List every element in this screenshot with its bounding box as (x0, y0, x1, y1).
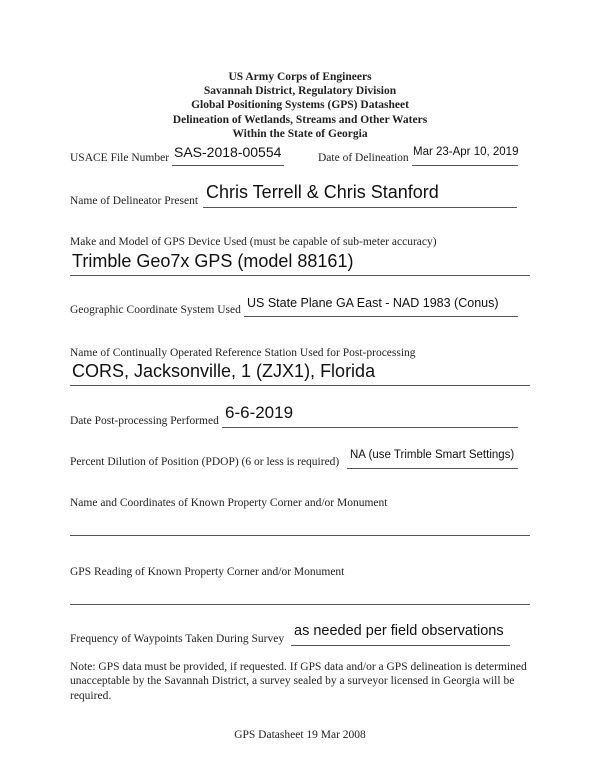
delineator-line (203, 207, 517, 208)
gps-reading-label: GPS Reading of Known Property Corner and/or Monument (70, 566, 345, 578)
pdop-line (347, 468, 518, 469)
gps-device-line (70, 275, 530, 276)
header-agency: US Army Corps of Engineers (228, 71, 372, 83)
header-title: Global Positioning Systems (GPS) Datasheet (191, 99, 409, 112)
header-district: Savannah District, Regulatory Division (203, 85, 397, 98)
document-header (0, 70, 600, 141)
coordinate-system-line (244, 316, 518, 317)
delineation-date-label: Date of Delineation (318, 152, 409, 164)
waypoint-frequency-label: Frequency of Waypoints Taken During Survey (70, 633, 285, 645)
reference-station-line (70, 385, 530, 386)
gps-reading-line[interactable] (70, 604, 530, 605)
delineation-date-line (412, 165, 518, 166)
pdop-value[interactable]: NA (use Trimble Smart Settings) (350, 449, 515, 461)
gps-device-value[interactable]: Trimble Geo7x GPS (model 88161) (72, 251, 354, 271)
known-corner-line[interactable] (70, 535, 530, 536)
header-state: Within the State of Georgia (232, 127, 368, 140)
coordinate-system-label: Geographic Coordinate System Used (70, 304, 241, 316)
file-number-line (172, 165, 284, 166)
note-text: Note: GPS data must be provided, if requested. If GPS data and/or a GPS delineation is determined unacceptable by the Savannah District, a survey sealed by a surveyor licensed in Georgia will be required. (70, 661, 527, 702)
known-corner-label: Name and Coordinates of Known Property Corner and/or Monument (70, 497, 388, 509)
pdop-label: Percent Dilution of Position (PDOP) (6 or less is required) (70, 456, 340, 468)
file-number-label: USACE File Number (70, 152, 170, 164)
header-subtitle: Delineation of Wetlands, Streams and Other Waters (172, 113, 428, 126)
waypoint-frequency-line (291, 645, 510, 646)
delineator-value[interactable]: Chris Terrell & Chris Stanford (206, 182, 439, 202)
delineation-date-value[interactable]: Mar 23-Apr 10, 2019 (413, 146, 519, 158)
postprocessing-date-line (222, 427, 518, 428)
postprocessing-date-label: Date Post-processing Performed (70, 415, 219, 427)
file-number-value[interactable]: SAS-2018-00554 (174, 144, 282, 160)
page-footer: GPS Datasheet 19 Mar 2008 (234, 729, 366, 741)
reference-station-value[interactable]: CORS, Jacksonville, 1 (ZJX1), Florida (72, 361, 376, 381)
delineator-label: Name of Delineator Present (70, 195, 199, 207)
coordinate-system-value[interactable]: US State Plane GA East - NAD 1983 (Conus) (247, 296, 499, 310)
gps-device-label: Make and Model of GPS Device Used (must be capable of sub-meter accuracy) (70, 236, 437, 248)
reference-station-label: Name of Continually Operated Reference Station Used for Post-processing (70, 347, 416, 359)
postprocessing-date-value[interactable]: 6-6-2019 (225, 403, 294, 422)
waypoint-frequency-value[interactable]: as needed per field observations (294, 623, 504, 639)
